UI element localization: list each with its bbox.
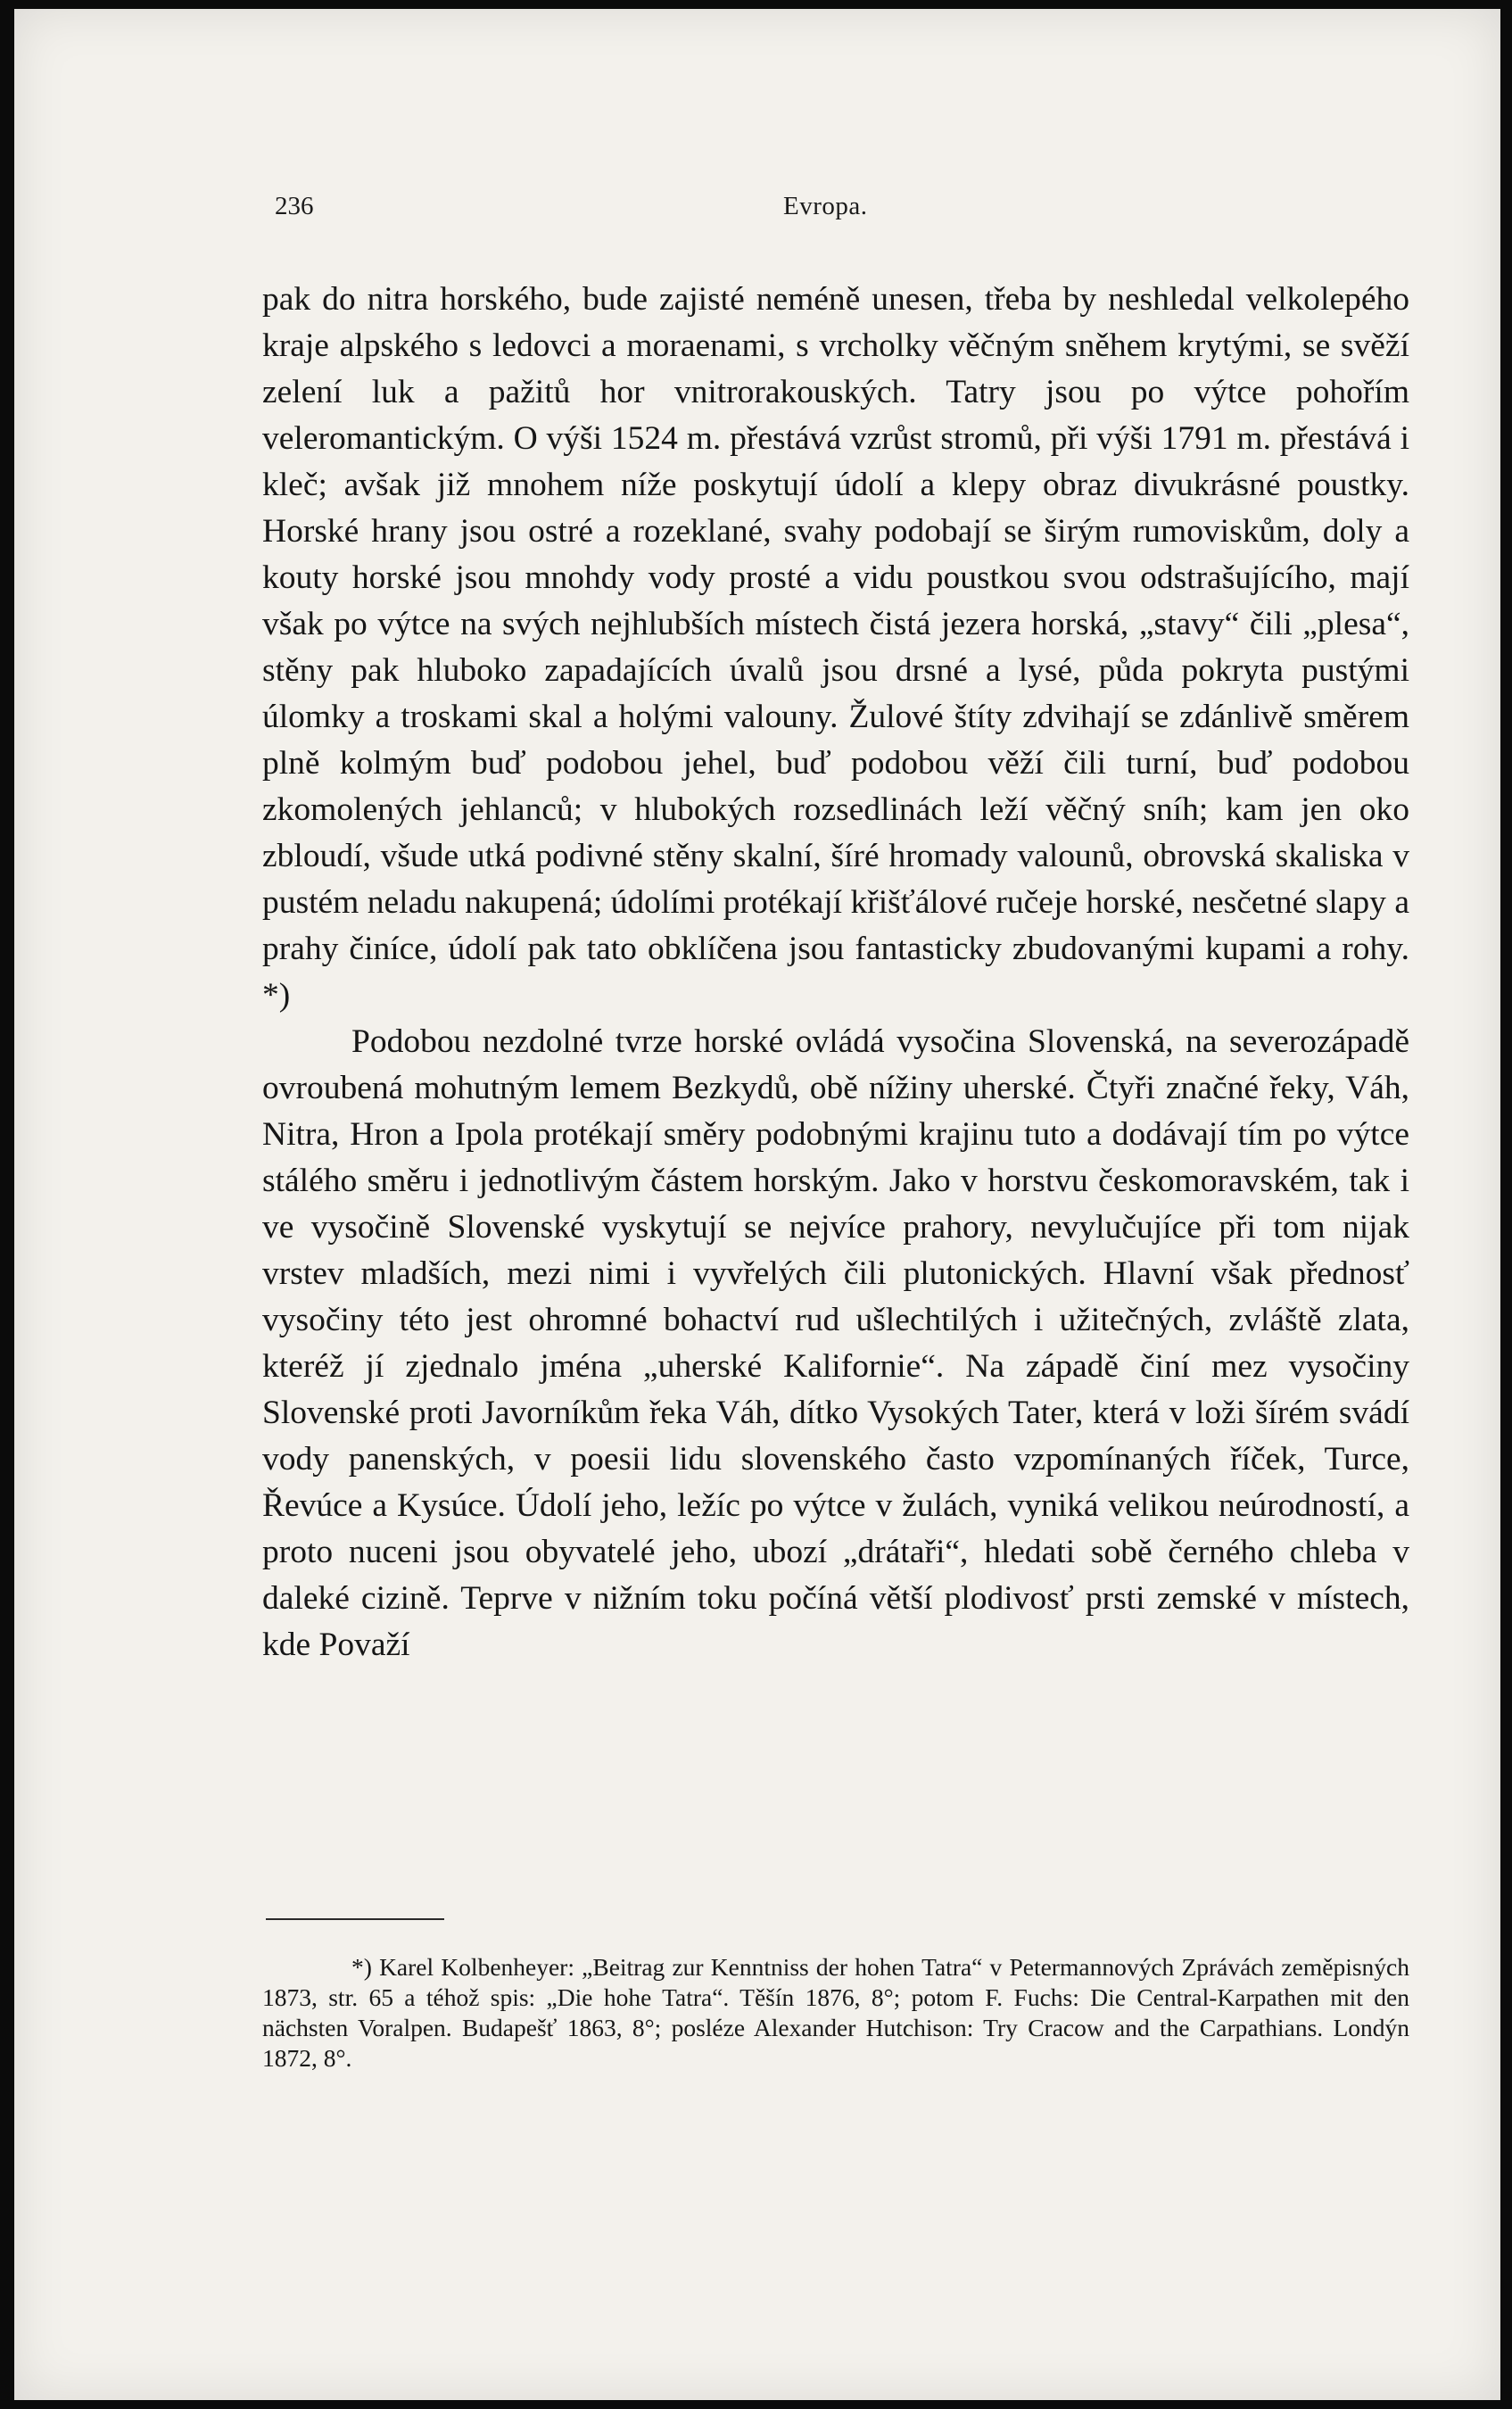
footnote: *) Karel Kolbenheyer: „Beitrag zur Kenntniss der hohen Tatra“ v Petermannových Zprávách zeměpisných 1873, str. 65 a téhož spis: „Die hohe Tatra“. Těšín 1876, 8°; potom F. Fuchs: Die Central-Karpathen mit den nächsten Voralpen. Budapešť 1863, 8°; posléze Alexander Hutchison: Try Cracow and the Carpathians. Londýn 1872, 8°. — [262, 1953, 1409, 2072]
header-title: Evropa. — [783, 192, 868, 220]
paragraph-slovenska-vysocina: Podobou nezdolné tvrze horské ovládá vysočina Slovenská, na severozápadě ovroubená mohutným lemem Bezkydů, obě nížiny uherské. Čtyři značné řeky, Váh, Nitra, Hron a Ipola protékají směry podobnými krajinu tuto a dodávají tím po výtce stálého směru i jednotlivým částem horským. Jako v horstvu českomoravském, tak i ve vysočině Slovenské vyskytují se nejvíce prahory, nevylučujíce při tom nijak vrstev mladších, mezi nimi i vyvřelých čili plutonických. Hlavní však přednosť vysočiny této jest ohromné bohactví rud ušlechtilých i užitečných, zvláště zlata, kteréž jí zjednalo jména „uherské Kalifornie“. Na západě činí mez vysočiny Slovenské proti Javorníkům řeka Váh, dítko Vysokých Tater, která v loži šírém svádí vody panenských, v poesii lidu slovenského často vzpomínaných říček, Turce, Řevúce a Kysúce. Údolí jeho, ležíc po výtce v žulách, vyniká velikou neúrodností, a proto nuceni jsou obyvatelé jeho, ubozí „drátaři“, hledati sobě černého chleba v daleké cizině. Teprve v nižním toku počíná větší plodivosť prsti zemské v místech, kde Považí — [262, 1023, 1409, 1663]
page-number: 236 — [275, 192, 314, 220]
body-text — [262, 277, 1409, 1668]
book-page — [14, 9, 1500, 2400]
paragraph-tatry: pak do nitra horského, bude zajisté neméně unesen, třeba by neshledal velkolepého kraje alpského s ledovci a moraenami, s vrcholky věčným sněhem krytými, se svěží zelení luk a pažitů hor vnitrorakouských. Tatry jsou po výtce pohořím veleromantickým. O výši 1524 m. přestává vzrůst stromů, při výši 1791 m. přestává i kleč; avšak již mnohem níže poskytují údolí a klepy obraz divukrásné poustky. Horské hrany jsou ostré a rozeklané, svahy podobají se širým rumoviskům, doly a kouty horské jsou mnohdy vody prosté a vidu poustkou svou odstrašujícího, mají však po výtce na svých nejhlubších místech čistá jezera horská, „stavy“ čili „plesa“, stěny pak hluboko zapadajících úvalů jsou drsné a lysé, půda pokryta pustými úlomky a troskami skal a holými valouny. Žulové štíty zdvihají se zdánlivě směrem plně kolmým buď podobou jehel, buď podobou věží čili turní, buď podobou zkomolených jehlanců; v hlubokých rozsedlinách leží věčný sníh; kam jen oko zbloudí, všude utká podivné stěny skalní, šíré hromady valounů, obrovská skaliska v pustém neladu nakupená; údolími protékají křišťálové ručeje horské, nesčetné slapy a prahy činíce, údolí pak tato obklíčena jsou fantasticky zbudovanými kupami a rohy. *) — [262, 281, 1409, 1014]
running-head — [248, 192, 1425, 228]
footnote-rule — [266, 1918, 444, 1920]
